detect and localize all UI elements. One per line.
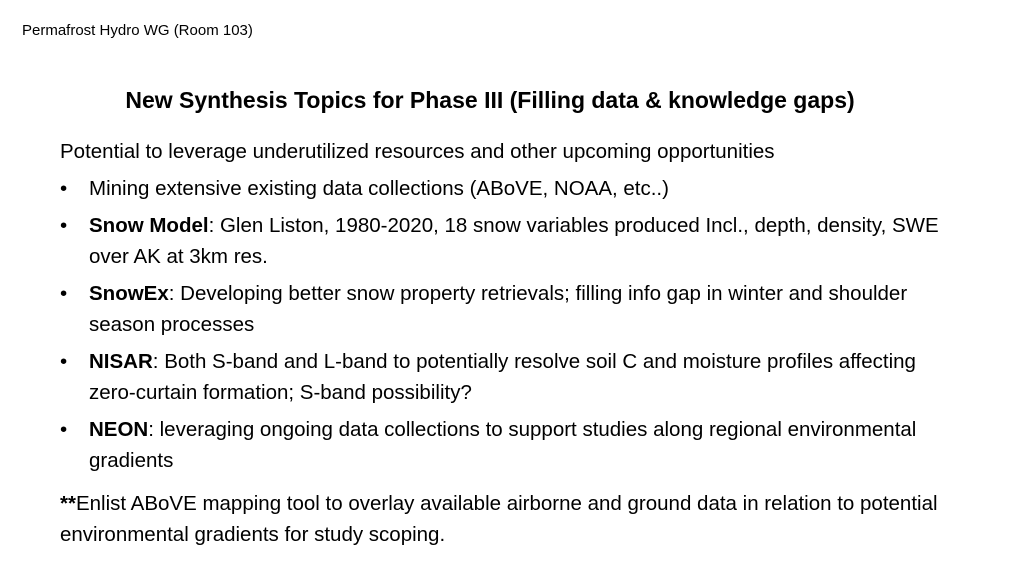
bullet-item bbox=[60, 414, 960, 476]
bullet-icon: • bbox=[60, 418, 68, 441]
bullet-text: : leveraging ongoing data collections to support studies along regional environmental gradients bbox=[89, 418, 917, 472]
footnote-text: Enlist ABoVE mapping tool to overlay available airborne and ground data in relation to potential environmental gradients for study scoping. bbox=[60, 492, 938, 546]
bullet-text: : Glen Liston, 1980-2020, 18 snow variables produced Incl., depth, density, SWE over AK at 3km res. bbox=[89, 214, 939, 268]
footnote bbox=[60, 488, 960, 550]
bullet-icon: • bbox=[60, 282, 68, 305]
bullet-label: SnowEx bbox=[89, 282, 169, 305]
bullet-text: : Developing better snow property retrievals; filling info gap in winter and shoulder season processes bbox=[89, 282, 908, 336]
bullet-label: NISAR bbox=[89, 350, 153, 373]
slide-title: New Synthesis Topics for Phase III (Filling data & knowledge gaps) bbox=[125, 87, 855, 113]
working-group-label: Permafrost Hydro WG (Room 103) bbox=[22, 22, 253, 39]
bullet-text: Mining extensive existing data collections (ABoVE, NOAA, etc..) bbox=[89, 177, 669, 200]
bullet-label: NEON bbox=[89, 418, 149, 441]
intro-text: Potential to leverage underutilized resources and other upcoming opportunities bbox=[60, 140, 775, 163]
bullet-list bbox=[60, 173, 960, 476]
bullet-icon: • bbox=[60, 214, 68, 237]
bullet-item bbox=[60, 210, 960, 272]
bullet-label: Snow Model bbox=[89, 214, 209, 237]
slide-body bbox=[60, 136, 960, 550]
bullet-item bbox=[60, 346, 960, 408]
bullet-icon: • bbox=[60, 177, 68, 200]
bullet-icon: • bbox=[60, 350, 68, 373]
footnote-marker: ** bbox=[60, 492, 76, 515]
bullet-text: : Both S-band and L-band to potentially resolve soil C and moisture profiles affecting zero-curtain formation; S-band possibility? bbox=[89, 350, 916, 404]
bullet-item bbox=[60, 173, 960, 204]
bullet-item bbox=[60, 278, 960, 340]
